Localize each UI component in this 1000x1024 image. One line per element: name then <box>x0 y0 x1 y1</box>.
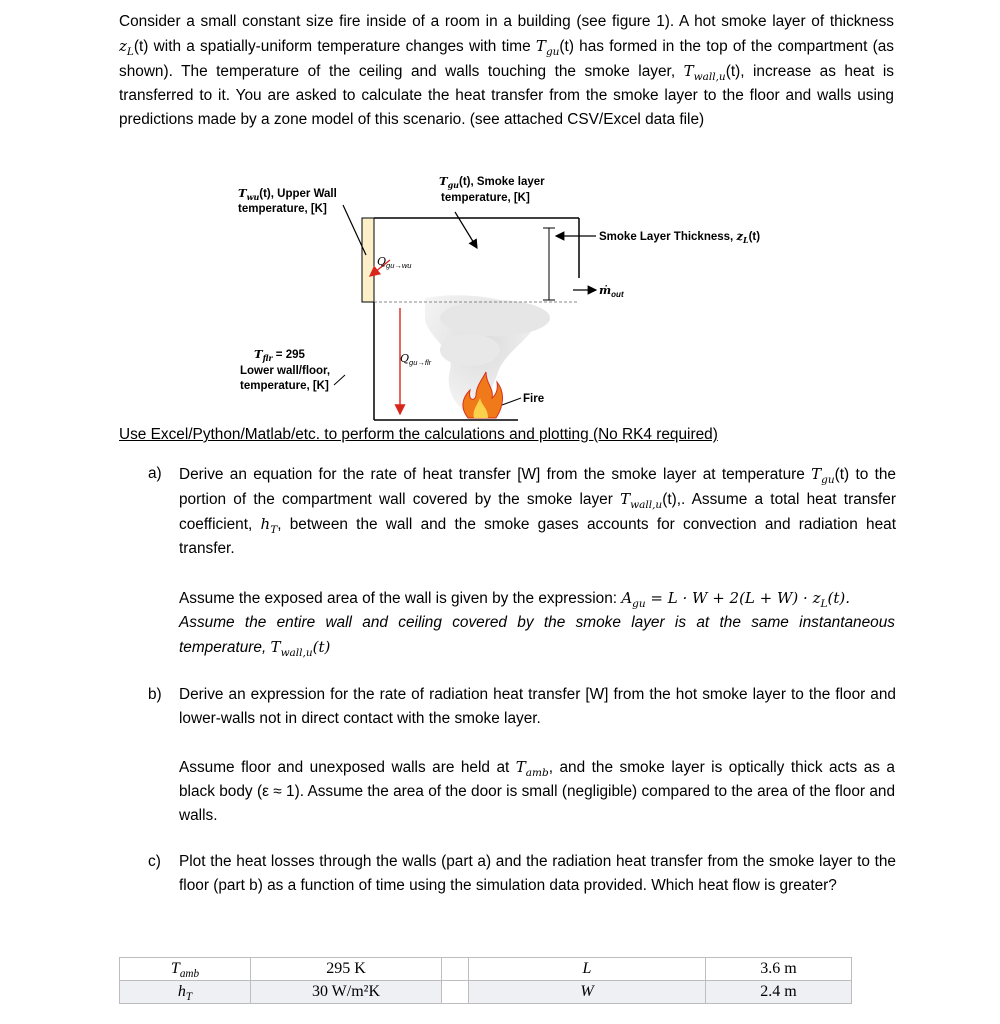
tool-note: Use Excel/Python/Matlab/etc. to perform the calculations and plotting (No RK4 required) <box>119 426 718 443</box>
part-a-area-assumption: Assume the exposed area of the wall is given by the expression: $A_{gu} = L \cdot W + 2(L + W) \cdot z_L(t)$. Assume the entire wall and ceiling covered by the smoke layer is at the same instantaneous temperature, $T_{wall,u}(t)$ <box>179 589 895 659</box>
svg-text:temperature, [K]: temperature, [K] <box>240 380 329 392</box>
part-b: b) Derive an expression for the rate of radiation heat transfer [W] from the hot smoke layer to the floor and lower-walls not in direct contact with the smoke layer. <box>148 686 896 727</box>
fire-label: Fire <box>523 393 545 405</box>
floor-pointer <box>334 375 345 385</box>
upper-wall <box>362 218 374 302</box>
param-symbol: L <box>469 958 706 981</box>
svg-text:Lower wall/floor,: Lower wall/floor, <box>240 365 331 377</box>
smoke-temp-label: $T_{gu}(t)$, Smoke layer <box>439 174 545 190</box>
table-row <box>120 958 852 981</box>
param-value: 295 K <box>251 958 442 981</box>
intro-paragraph: Consider a small constant size fire inside of a room in a building (see figure 1). A hot smoke layer of thickness $z_L(t)$ with a spatially-uniform temperature changes with time $T_{gu}(t)$ has formed in the top of the compartment (as shown). The temperature of the ceiling and walls touching the smoke layer, $T_{wall,u}(t)$, increase as heat is transferred to it. You are asked to calculate the heat transfer from the smoke layer to the floor and walls using predictions made by a zone model of this scenario. (see attached CSV/Excel data file) <box>119 13 894 128</box>
smoke-puff <box>440 300 550 336</box>
table-gap <box>442 958 469 981</box>
part-a: a) Derive an equation for the rate of heat transfer [W] from the smoke layer at temperature $T_{gu}(t)$ to the portion of the compartment wall covered by the smoke layer $T_{wall,u}(t)$,. Assume a total heat transfer coefficient, $h_T$, between the wall and the smoke gases accounts for convection and radiation heat transfer. <box>148 465 896 557</box>
q-wall-label: $Q_{gu\to wu}$ <box>377 255 412 270</box>
part-b-assumption: Assume floor and unexposed walls are held at $T_{amb}$, and the smoke layer is optically thick acts as a black body (ε ≈ 1). Assume the area of the door is small (negligible) compared to the area of the floor and walls. <box>179 758 895 824</box>
compartment-fire-figure <box>0 0 1000 430</box>
q-floor-label: $Q_{gu\to flr}$ <box>400 352 432 367</box>
part-c: c) Plot the heat losses through the walls (part a) and the radiation heat transfer from the smoke layer to the floor (part b) as a function of time using the simulation data provided. Which heat flow is greater? <box>148 853 896 894</box>
param-value: 30 W/m²K <box>251 981 442 1004</box>
mout-label: ṁ$_{out}$ <box>599 283 624 299</box>
param-symbol: $T_{amb}$ <box>120 958 251 981</box>
parameter-table <box>119 957 852 1004</box>
upper-wall-label: $T_{wu}(t)$, Upper Wall <box>238 186 337 202</box>
svg-text:temperature, [K]: temperature, [K] <box>441 192 530 204</box>
thickness-label: Smoke Layer Thickness, $z_L(t)$ <box>599 229 761 245</box>
param-value: 2.4 m <box>706 981 852 1004</box>
smoke-puff <box>440 334 500 366</box>
fire-pointer <box>502 398 521 405</box>
table-gap <box>442 981 469 1004</box>
table-row <box>120 981 852 1004</box>
param-symbol: $h_T$ <box>120 981 251 1004</box>
svg-text:temperature, [K]: temperature, [K] <box>238 203 327 215</box>
floor-temp-label: $T_{flr} = 295$ <box>254 347 305 363</box>
param-value: 3.6 m <box>706 958 852 981</box>
param-symbol: W <box>469 981 706 1004</box>
